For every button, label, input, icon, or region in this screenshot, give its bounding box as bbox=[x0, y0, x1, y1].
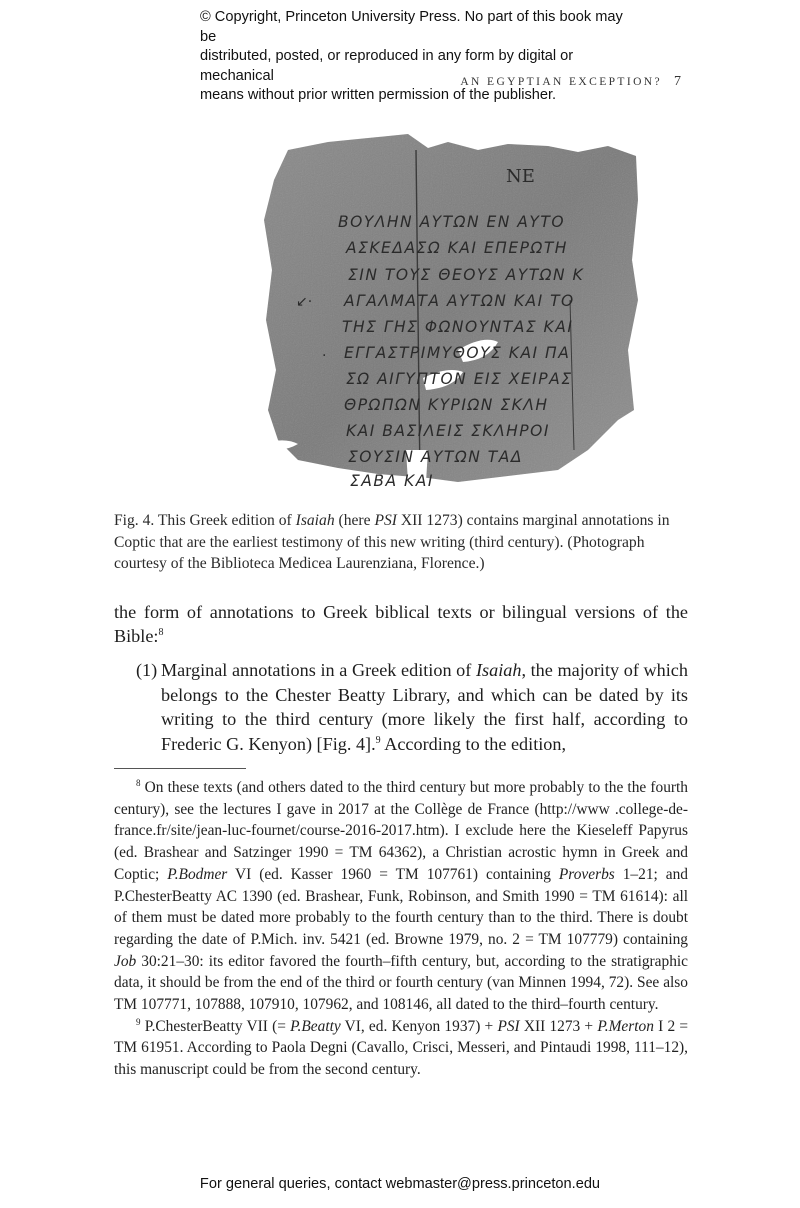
footer-contact: For general queries, contact webmaster@press.princeton.edu bbox=[199, 1176, 601, 1192]
footnote-ref-8[interactable]: 8 bbox=[158, 627, 164, 638]
footnote-9 bbox=[114, 1016, 688, 1081]
footnote-text: 1–21; and P.ChesterBeatty AC 1390 (ed. Brashear, Funk, Robinson, and Smith 1990 = TM 61614): all of them must be dated more probably to the fourth century than to the third. There is doubt regarding the date of P.Mich. inv. 5421 (ed. Browne 1979, no. 2 = TM 107779) containing bbox=[114, 865, 688, 948]
caption-italic-psi: PSI bbox=[374, 512, 397, 529]
footnote-divider bbox=[114, 768, 246, 769]
list-item-1 bbox=[136, 658, 688, 756]
footnote-text: XII 1273 + bbox=[519, 1017, 598, 1035]
footnote-text: On these texts (and others dated to the third century but more probably to the the fourth century), see the lectures I gave in 2017 at the Collège de France (http://www .college-de-france.fr/site/jean-luc-fournet/course-2016-2017.htm). I exclude here the Kieseleff Papyrus (ed. Brashear and Satzinger 1990 = TM 64362), a Christian acrostic hymn in Greek and Coptic; bbox=[114, 779, 688, 883]
caption-text: Fig. 4. This Greek edition of bbox=[114, 512, 296, 529]
footnote-italic: P.Merton bbox=[597, 1017, 654, 1035]
footnote-number: 8 bbox=[136, 778, 141, 788]
copyright-line-3: means without prior written permission of the publisher. bbox=[200, 87, 557, 103]
footnote-8 bbox=[114, 777, 688, 1016]
svg-text:↙·: ↙· bbox=[296, 294, 313, 310]
paragraph-text: the form of annotations to Greek biblical texts or bilingual versions of the Bible: bbox=[114, 602, 688, 646]
svg-text:ΚΑΙ ΒΑΣΙΛΕΙΣ ΣΚΛΗΡΟΙ: ΚΑΙ ΒΑΣΙΛΕΙΣ ΣΚΛΗΡΟΙ bbox=[346, 422, 550, 440]
list-text bbox=[136, 658, 688, 756]
caption-text: XII 1273) contains marginal annotations in Coptic that are the earliest testimony of this new writing (third century). (Photograph courtesy of the Biblioteca Medicea Laurenziana, Florence.) bbox=[114, 512, 670, 572]
body-paragraph bbox=[114, 600, 688, 648]
copyright-notice bbox=[200, 8, 640, 106]
figure-caption bbox=[114, 510, 688, 575]
footnote-text: I 2 = TM 61951. According to Paola Degni (Cavallo, Crisci, Messeri, and Pintaudi 1998, 111–12), this manuscript could be from the second century. bbox=[114, 1017, 689, 1079]
running-head bbox=[460, 74, 681, 90]
footnote-italic: Job bbox=[114, 952, 137, 970]
svg-text:ΑΣΚΕΔΑΣΩ ΚΑΙ ΕΠΕΡΩΤΗ: ΑΣΚΕΔΑΣΩ ΚΑΙ ΕΠΕΡΩΤΗ bbox=[346, 239, 568, 257]
svg-text:ΝΕ: ΝΕ bbox=[506, 166, 535, 187]
footnote-italic: P.Beatty bbox=[290, 1017, 341, 1035]
footnote-number: 9 bbox=[136, 1016, 141, 1027]
footnotes bbox=[114, 777, 688, 1081]
page-number: 7 bbox=[674, 74, 681, 89]
svg-text:ΣΟΥΣΙΝ ΑΥΤΩΝ ΤΑΔ: ΣΟΥΣΙΝ ΑΥΤΩΝ ΤΑΔ bbox=[348, 448, 523, 466]
footnote-text: 30:21–30: its editor favored the fourth–fifth century, but, according to the stratigraphic data, it should be from the end of the third or fourth century (van Minnen 1994, 72). See also TM 107771, 107888, 107910, 107962, and 108146, all dated to the third–fourth century. bbox=[114, 952, 688, 1014]
footnote-text: VI, ed. Kenyon 1937) + bbox=[340, 1017, 498, 1035]
running-head-title: AN EGYPTIAN EXCEPTION? bbox=[460, 76, 662, 88]
svg-text:ΒΟΥΛΗΝ ΑΥΤΩΝ ΕΝ ΑΥΤΟ: ΒΟΥΛΗΝ ΑΥΤΩΝ ΕΝ ΑΥΤΟ bbox=[338, 213, 566, 231]
list-text-part: According to the edition, bbox=[380, 733, 567, 754]
list-italic-isaiah: Isaiah bbox=[475, 660, 522, 680]
footnote-ref-9[interactable]: 9 bbox=[375, 734, 381, 746]
footnote-italic: P.Bodmer bbox=[167, 865, 228, 883]
svg-text:ΣΙΝ ΤΟΥΣ ΘΕΟΥΣ ΑΥΤΩΝ Κ: ΣΙΝ ΤΟΥΣ ΘΕΟΥΣ ΑΥΤΩΝ Κ bbox=[348, 266, 585, 284]
papyrus-figure bbox=[258, 120, 650, 498]
papyrus-image bbox=[258, 120, 650, 498]
caption-italic-isaiah: Isaiah bbox=[295, 512, 335, 529]
svg-text:ΑΓΑΛΜΑΤΑ ΑΥΤΩΝ ΚΑΙ ΤΟ: ΑΓΑΛΜΑΤΑ ΑΥΤΩΝ ΚΑΙ ΤΟ bbox=[344, 292, 575, 310]
footnote-italic: Proverbs bbox=[558, 865, 615, 883]
svg-text:ΣΑΒΑ ΚΑΙ: ΣΑΒΑ ΚΑΙ bbox=[350, 472, 434, 490]
caption-text: (here bbox=[334, 512, 375, 529]
footnote-text: P.ChesterBeatty VII (= bbox=[144, 1017, 291, 1035]
copyright-line-2: distributed, posted, or reproduced in any form by digital or mechanical bbox=[200, 48, 574, 84]
svg-text:ΘΡΩΠΩΝ ΚΥΡΙΩΝ ΣΚΛΗ: ΘΡΩΠΩΝ ΚΥΡΙΩΝ ΣΚΛΗ bbox=[344, 396, 549, 414]
copyright-line-1: © Copyright, Princeton University Press. No part of this book may be bbox=[200, 9, 623, 45]
list-number: (1) bbox=[136, 660, 158, 680]
svg-text:ΤΗΣ ΓΗΣ ΦΩΝΟΥΝΤΑΣ ΚΑΙ: ΤΗΣ ΓΗΣ ΦΩΝΟΥΝΤΑΣ ΚΑΙ bbox=[342, 318, 574, 336]
list-text-part: , the majority of which belongs to the Chester Beatty Library, and which can be dated by its writing to the third century (more likely the first half, according to Frederic G. Kenyon) [Fig. 4]. bbox=[161, 660, 688, 754]
list-text-part: Marginal annotations in a Greek edition of bbox=[161, 660, 476, 680]
svg-text:·: · bbox=[322, 348, 327, 364]
footnote-text: VI (ed. Kasser 1960 = TM 107761) containing bbox=[227, 865, 559, 883]
svg-text:ΣΩ ΑΙΓΥΠΤΟΝ ΕΙΣ ΧΕΙΡΑΣ: ΣΩ ΑΙΓΥΠΤΟΝ ΕΙΣ ΧΕΙΡΑΣ bbox=[346, 370, 573, 388]
svg-text:ΕΓΓΑΣΤΡΙΜΥΘΟΥΣ ΚΑΙ ΠΑ: ΕΓΓΑΣΤΡΙΜΥΘΟΥΣ ΚΑΙ ΠΑ bbox=[344, 344, 571, 362]
footnote-italic: PSI bbox=[497, 1017, 520, 1035]
